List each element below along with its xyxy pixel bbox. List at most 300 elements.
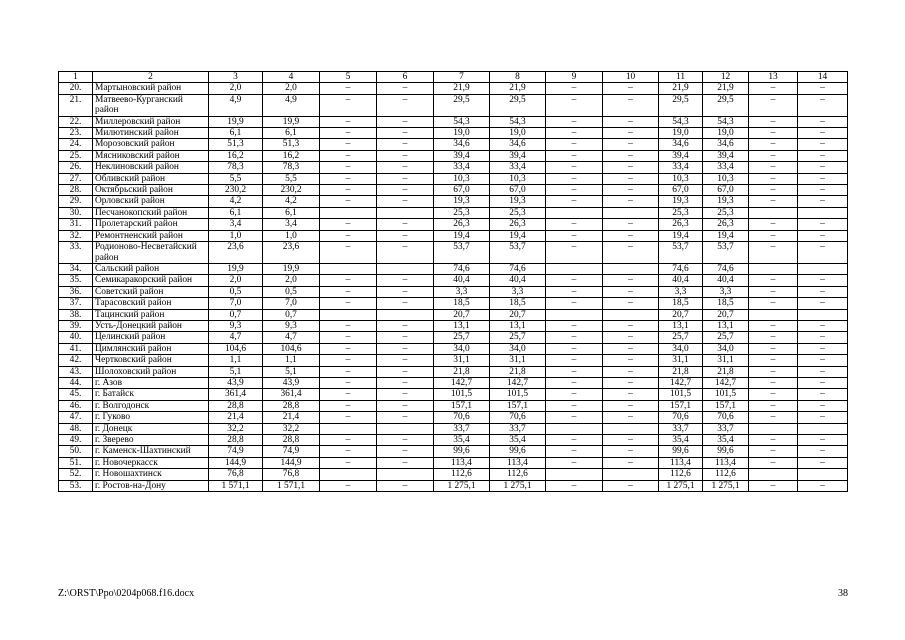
value-cell: 0,7: [263, 309, 320, 320]
value-cell: 34,0: [703, 343, 749, 354]
district-name-cell: Мартыновский район: [93, 83, 209, 94]
value-cell: 31,1: [703, 355, 749, 366]
value-cell: [377, 469, 434, 480]
value-cell: –: [320, 320, 377, 331]
value-cell: –: [749, 196, 798, 207]
value-cell: –: [377, 128, 434, 139]
district-name-cell: г. Азов: [93, 377, 209, 388]
value-cell: –: [377, 94, 434, 116]
value-cell: –: [798, 230, 848, 241]
value-cell: –: [749, 400, 798, 411]
value-cell: –: [377, 139, 434, 150]
value-cell: –: [749, 116, 798, 127]
value-cell: 361,4: [209, 389, 263, 400]
value-cell: 4,7: [209, 332, 263, 343]
value-cell: –: [546, 355, 603, 366]
value-cell: –: [603, 219, 659, 230]
value-cell: –: [749, 320, 798, 331]
value-cell: [320, 423, 377, 434]
value-cell: –: [798, 446, 848, 457]
table-row: [59, 230, 848, 241]
value-cell: –: [377, 355, 434, 366]
row-number-cell: 44.: [59, 377, 93, 388]
value-cell: 99,6: [659, 446, 703, 457]
table-row: [59, 389, 848, 400]
column-header: 12: [703, 72, 749, 83]
value-cell: –: [749, 412, 798, 423]
district-name-cell: Тарасовский район: [93, 298, 209, 309]
value-cell: –: [749, 128, 798, 139]
table-row: [59, 219, 848, 230]
value-cell: [603, 423, 659, 434]
column-header: 4: [263, 72, 320, 83]
value-cell: 6,1: [263, 128, 320, 139]
value-cell: 33,4: [703, 162, 749, 173]
value-cell: 19,9: [263, 263, 320, 274]
value-cell: 39,4: [490, 150, 546, 161]
value-cell: –: [798, 139, 848, 150]
value-cell: –: [749, 446, 798, 457]
value-cell: 21,8: [659, 366, 703, 377]
value-cell: –: [798, 242, 848, 264]
row-number-cell: 35.: [59, 275, 93, 286]
value-cell: 101,5: [490, 389, 546, 400]
value-cell: –: [603, 128, 659, 139]
column-header: 1: [59, 72, 93, 83]
value-cell: [377, 207, 434, 218]
value-cell: 19,4: [703, 230, 749, 241]
value-cell: 34,0: [434, 343, 490, 354]
district-name-cell: г. Новошахтинск: [93, 469, 209, 480]
value-cell: 29,5: [703, 94, 749, 116]
district-name-cell: Орловский район: [93, 196, 209, 207]
value-cell: 19,3: [434, 196, 490, 207]
district-name-cell: Усть-Донецкий район: [93, 320, 209, 331]
value-cell: 20,7: [703, 309, 749, 320]
value-cell: –: [749, 366, 798, 377]
column-header: 3: [209, 72, 263, 83]
value-cell: –: [603, 389, 659, 400]
value-cell: 20,7: [659, 309, 703, 320]
value-cell: –: [603, 242, 659, 264]
value-cell: –: [749, 457, 798, 468]
value-cell: –: [603, 275, 659, 286]
value-cell: –: [546, 139, 603, 150]
table-row: [59, 128, 848, 139]
value-cell: –: [798, 116, 848, 127]
value-cell: –: [798, 355, 848, 366]
value-cell: –: [603, 377, 659, 388]
district-name-cell: Сальский район: [93, 263, 209, 274]
row-number-cell: 43.: [59, 366, 93, 377]
value-cell: 33,4: [434, 162, 490, 173]
value-cell: –: [546, 116, 603, 127]
value-cell: –: [320, 173, 377, 184]
value-cell: 3,3: [659, 286, 703, 297]
value-cell: –: [603, 139, 659, 150]
value-cell: 20,7: [490, 309, 546, 320]
value-cell: 21,9: [434, 83, 490, 94]
value-cell: –: [377, 332, 434, 343]
value-cell: 34,6: [703, 139, 749, 150]
value-cell: –: [377, 242, 434, 264]
row-number-cell: 24.: [59, 139, 93, 150]
value-cell: 19,3: [703, 196, 749, 207]
value-cell: 104,6: [263, 343, 320, 354]
value-cell: –: [320, 343, 377, 354]
value-cell: [320, 309, 377, 320]
value-cell: 39,4: [703, 150, 749, 161]
value-cell: –: [546, 242, 603, 264]
value-cell: 23,6: [263, 242, 320, 264]
value-cell: –: [798, 150, 848, 161]
value-cell: 19,9: [209, 263, 263, 274]
value-cell: 70,6: [703, 412, 749, 423]
value-cell: [749, 207, 798, 218]
value-cell: [546, 309, 603, 320]
value-cell: 25,3: [703, 207, 749, 218]
value-cell: 51,3: [263, 139, 320, 150]
value-cell: [603, 469, 659, 480]
value-cell: 13,1: [659, 320, 703, 331]
value-cell: 13,1: [703, 320, 749, 331]
value-cell: –: [320, 377, 377, 388]
value-cell: 230,2: [263, 185, 320, 196]
value-cell: –: [603, 457, 659, 468]
value-cell: –: [320, 150, 377, 161]
column-header: 2: [93, 72, 209, 83]
value-cell: –: [603, 196, 659, 207]
value-cell: –: [320, 298, 377, 309]
value-cell: 25,7: [434, 332, 490, 343]
value-cell: 3,3: [490, 286, 546, 297]
value-cell: –: [603, 116, 659, 127]
value-cell: –: [798, 173, 848, 184]
value-cell: 39,4: [659, 150, 703, 161]
value-cell: –: [377, 185, 434, 196]
value-cell: –: [749, 242, 798, 264]
value-cell: 25,7: [659, 332, 703, 343]
value-cell: –: [749, 139, 798, 150]
value-cell: 104,6: [209, 343, 263, 354]
column-header: 6: [377, 72, 434, 83]
value-cell: 19,3: [490, 196, 546, 207]
value-cell: 33,7: [490, 423, 546, 434]
row-number-cell: 38.: [59, 309, 93, 320]
row-number-cell: 49.: [59, 435, 93, 446]
value-cell: 4,2: [209, 196, 263, 207]
value-cell: 21,8: [490, 366, 546, 377]
value-cell: 16,2: [263, 150, 320, 161]
value-cell: –: [320, 457, 377, 468]
value-cell: –: [749, 94, 798, 116]
value-cell: –: [377, 377, 434, 388]
value-cell: 99,6: [703, 446, 749, 457]
value-cell: 1 571,1: [209, 480, 263, 491]
value-cell: 53,7: [659, 242, 703, 264]
value-cell: –: [377, 83, 434, 94]
value-cell: –: [320, 128, 377, 139]
value-cell: –: [320, 230, 377, 241]
row-number-cell: 32.: [59, 230, 93, 241]
value-cell: –: [377, 435, 434, 446]
value-cell: –: [377, 400, 434, 411]
value-cell: 33,4: [659, 162, 703, 173]
value-cell: –: [546, 128, 603, 139]
row-number-cell: 39.: [59, 320, 93, 331]
value-cell: –: [749, 185, 798, 196]
value-cell: 28,8: [263, 400, 320, 411]
row-number-cell: 53.: [59, 480, 93, 491]
table-row: [59, 435, 848, 446]
value-cell: 26,3: [434, 219, 490, 230]
value-cell: [749, 423, 798, 434]
value-cell: 101,5: [659, 389, 703, 400]
value-cell: 54,3: [434, 116, 490, 127]
value-cell: 25,7: [703, 332, 749, 343]
value-cell: 1 275,1: [490, 480, 546, 491]
value-cell: –: [749, 173, 798, 184]
value-cell: –: [546, 480, 603, 491]
value-cell: 29,5: [659, 94, 703, 116]
row-number-cell: 42.: [59, 355, 93, 366]
value-cell: –: [320, 139, 377, 150]
row-number-cell: 25.: [59, 150, 93, 161]
value-cell: 34,6: [434, 139, 490, 150]
value-cell: 25,3: [659, 207, 703, 218]
column-header: 9: [546, 72, 603, 83]
value-cell: –: [603, 446, 659, 457]
value-cell: [749, 309, 798, 320]
value-cell: 28,8: [209, 435, 263, 446]
row-number-cell: 30.: [59, 207, 93, 218]
value-cell: –: [603, 230, 659, 241]
value-cell: –: [546, 219, 603, 230]
value-cell: –: [377, 230, 434, 241]
value-cell: 19,0: [659, 128, 703, 139]
district-name-cell: Чертковский район: [93, 355, 209, 366]
row-number-cell: 34.: [59, 263, 93, 274]
value-cell: –: [546, 83, 603, 94]
value-cell: –: [603, 150, 659, 161]
value-cell: –: [546, 173, 603, 184]
table-row: [59, 298, 848, 309]
value-cell: –: [603, 94, 659, 116]
value-cell: 54,3: [703, 116, 749, 127]
value-cell: 112,6: [703, 469, 749, 480]
value-cell: 230,2: [209, 185, 263, 196]
value-cell: 19,0: [434, 128, 490, 139]
table-row: [59, 94, 848, 116]
value-cell: –: [320, 389, 377, 400]
table-row: [59, 332, 848, 343]
row-number-cell: 48.: [59, 423, 93, 434]
value-cell: 101,5: [434, 389, 490, 400]
district-name-cell: Пролетарский район: [93, 219, 209, 230]
district-name-cell: Родионово-Несветайский район: [93, 242, 209, 264]
row-number-cell: 52.: [59, 469, 93, 480]
value-cell: –: [546, 162, 603, 173]
value-cell: 18,5: [434, 298, 490, 309]
value-cell: 19,4: [659, 230, 703, 241]
value-cell: 142,7: [490, 377, 546, 388]
row-number-cell: 41.: [59, 343, 93, 354]
table-row: [59, 480, 848, 491]
value-cell: –: [603, 343, 659, 354]
value-cell: –: [546, 332, 603, 343]
value-cell: –: [603, 412, 659, 423]
district-name-cell: г. Донецк: [93, 423, 209, 434]
row-number-cell: 50.: [59, 446, 93, 457]
value-cell: –: [749, 219, 798, 230]
value-cell: 74,6: [434, 263, 490, 274]
table-row: [59, 343, 848, 354]
value-cell: 9,3: [209, 320, 263, 331]
value-cell: –: [749, 83, 798, 94]
table-row: [59, 400, 848, 411]
district-name-cell: г. Новочеркасск: [93, 457, 209, 468]
table-row: [59, 150, 848, 161]
value-cell: –: [798, 83, 848, 94]
value-cell: 53,7: [703, 242, 749, 264]
value-cell: –: [377, 219, 434, 230]
value-cell: 34,0: [659, 343, 703, 354]
value-cell: 144,9: [263, 457, 320, 468]
value-cell: –: [377, 389, 434, 400]
value-cell: –: [320, 480, 377, 491]
value-cell: 33,4: [490, 162, 546, 173]
value-cell: 7,0: [263, 298, 320, 309]
value-cell: 19,9: [263, 116, 320, 127]
value-cell: 5,5: [263, 173, 320, 184]
value-cell: [603, 263, 659, 274]
value-cell: 101,5: [703, 389, 749, 400]
district-name-cell: Целинский район: [93, 332, 209, 343]
value-cell: 26,3: [659, 219, 703, 230]
table-row: [59, 423, 848, 434]
value-cell: 144,9: [209, 457, 263, 468]
value-cell: 4,9: [209, 94, 263, 116]
value-cell: –: [603, 480, 659, 491]
value-cell: –: [377, 446, 434, 457]
value-cell: 29,5: [434, 94, 490, 116]
value-cell: 0,5: [263, 286, 320, 297]
value-cell: 2,0: [209, 83, 263, 94]
value-cell: 32,2: [263, 423, 320, 434]
value-cell: –: [320, 242, 377, 264]
value-cell: –: [320, 94, 377, 116]
value-cell: 31,1: [659, 355, 703, 366]
value-cell: 35,4: [703, 435, 749, 446]
value-cell: –: [546, 230, 603, 241]
value-cell: 33,7: [703, 423, 749, 434]
value-cell: 76,8: [209, 469, 263, 480]
value-cell: [798, 207, 848, 218]
column-header: 5: [320, 72, 377, 83]
value-cell: 74,6: [703, 263, 749, 274]
value-cell: –: [798, 185, 848, 196]
value-cell: 21,9: [490, 83, 546, 94]
value-cell: –: [546, 412, 603, 423]
value-cell: [798, 309, 848, 320]
value-cell: 70,6: [490, 412, 546, 423]
table-row: [59, 116, 848, 127]
value-cell: –: [603, 162, 659, 173]
table-row: [59, 446, 848, 457]
value-cell: –: [320, 219, 377, 230]
value-cell: –: [603, 320, 659, 331]
value-cell: [320, 469, 377, 480]
value-cell: 53,7: [434, 242, 490, 264]
value-cell: 6,1: [209, 128, 263, 139]
value-cell: 113,4: [703, 457, 749, 468]
value-cell: –: [749, 162, 798, 173]
value-cell: –: [320, 355, 377, 366]
value-cell: 1,1: [263, 355, 320, 366]
value-cell: 142,7: [659, 377, 703, 388]
column-header: 14: [798, 72, 848, 83]
value-cell: 10,3: [490, 173, 546, 184]
table-row: [59, 185, 848, 196]
value-cell: –: [377, 173, 434, 184]
value-cell: 142,7: [703, 377, 749, 388]
value-cell: –: [749, 435, 798, 446]
value-cell: 21,4: [209, 412, 263, 423]
table-row: [59, 412, 848, 423]
district-name-cell: г. Зверево: [93, 435, 209, 446]
value-cell: –: [377, 275, 434, 286]
table-row: [59, 242, 848, 264]
value-cell: –: [603, 332, 659, 343]
value-cell: –: [798, 94, 848, 116]
value-cell: –: [320, 286, 377, 297]
table-row: [59, 309, 848, 320]
value-cell: 10,3: [703, 173, 749, 184]
row-number-cell: 20.: [59, 83, 93, 94]
value-cell: –: [320, 332, 377, 343]
value-cell: –: [377, 298, 434, 309]
district-name-cell: Цимлянский район: [93, 343, 209, 354]
value-cell: –: [320, 275, 377, 286]
value-cell: –: [320, 185, 377, 196]
value-cell: –: [546, 400, 603, 411]
column-header: 10: [603, 72, 659, 83]
value-cell: –: [546, 446, 603, 457]
value-cell: 6,1: [263, 207, 320, 218]
value-cell: –: [546, 196, 603, 207]
value-cell: –: [377, 162, 434, 173]
district-name-cell: Милютинский район: [93, 128, 209, 139]
value-cell: 113,4: [659, 457, 703, 468]
value-cell: 157,1: [703, 400, 749, 411]
value-cell: 1,0: [263, 230, 320, 241]
value-cell: –: [546, 343, 603, 354]
value-cell: –: [320, 162, 377, 173]
column-header: 13: [749, 72, 798, 83]
value-cell: 25,3: [434, 207, 490, 218]
value-cell: 3,3: [434, 286, 490, 297]
value-cell: –: [798, 343, 848, 354]
value-cell: –: [377, 366, 434, 377]
value-cell: –: [749, 150, 798, 161]
table-row: [59, 207, 848, 218]
value-cell: –: [798, 219, 848, 230]
value-cell: –: [798, 435, 848, 446]
value-cell: –: [546, 377, 603, 388]
table-row: [59, 83, 848, 94]
value-cell: 67,0: [659, 185, 703, 196]
table-body: [59, 72, 848, 492]
